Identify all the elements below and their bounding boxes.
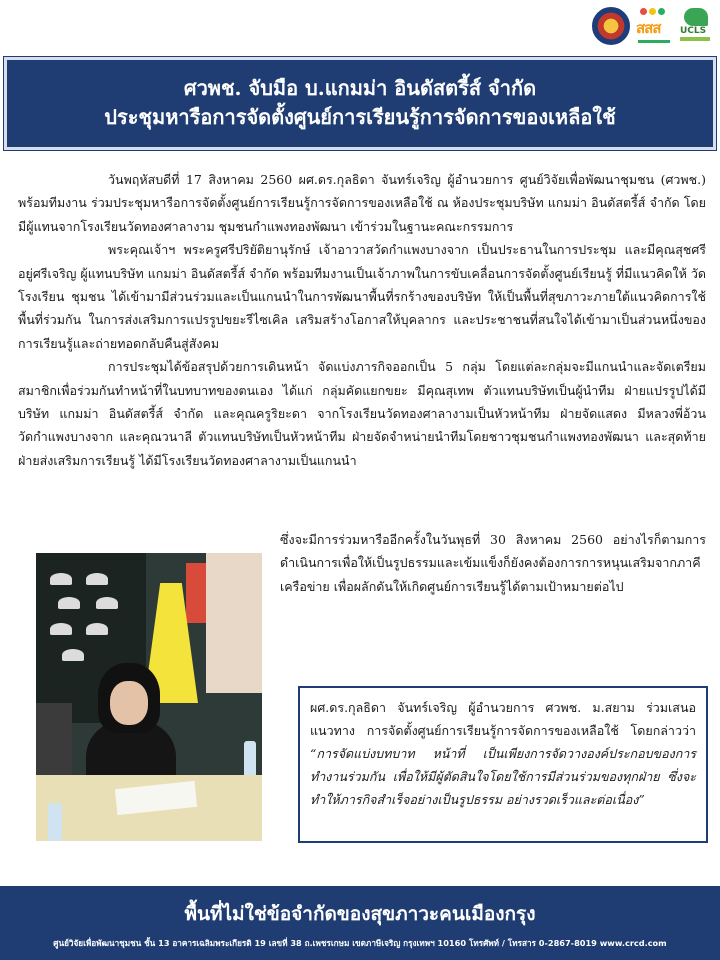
sss-logo <box>636 6 674 46</box>
leaf-icon <box>684 8 708 26</box>
quote-text: “การจัดแบ่งบทบาท หน้าที่ เป็นเพียงการจัดวางองค์ประกอบของการทำงานร่วมกัน เพื่อให้มีผู้ตัดสินใจโดยใช้การมีส่วนร่วมของทุกฝ่าย ซึ่งจะทำให้ภารกิจสำเร็จอย่างเป็นรูปธรรม อย่างรวดเร็วและต่อเนื่อง” <box>310 746 696 807</box>
paragraph-4: ซึ่งจะมีการร่วมหารืออีกครั้งในวันพุธที่ 30 สิงหาคม 2560 อย่างไรก็ตามการดำเนินการเพื่อให้เป็นรูปธรรมและเข้มแข็งก็ยังคงต้องการการหนุนเสริมจากภาคีเครือข่าย เพื่อผลักดันให้เกิดศูนย์การเรียนรู้ได้ตามเป้าหมายต่อไป <box>280 532 706 594</box>
paragraph-1: วันพฤหัสบดีที่ 17 สิงหาคม 2560 ผศ.ดร.กุลธิดา จันทร์เจริญ ผู้อำนวยการ ศูนย์วิจัยเพื่อพัฒนาชุมชน (ศวพช.) พร้อมทีมงาน ร่วมประชุมหารือการจัดตั้งศูนย์การเรียนรู้การจัดการของเหลือใช้ ณ ห้องประชุมบริษัท แกมม่า อินดัสตรี้ส์ จำกัด โดยมีผู้แทนจากโรงเรียนวัดทองศาลางาม ชุมชนกำแพงทองพัฒนา เข้าร่วมในฐานะคณะกรรมการ <box>18 172 706 234</box>
footer-address: ศูนย์วิจัยเพื่อพัฒนาชุมชน ชั้น 13 อาคารเฉลิมพระเกียรติ 19 เลขที่ 38 ถ.เพชรเกษม เขตภาษีเจริญ กรุงเทพฯ 10160 โทรศัพท์ / โทรสาร 0-2867-8019 www.crcd.com <box>53 938 667 948</box>
paragraph-2: พระคุณเจ้าฯ พระครูศรีปริยัติยานุรักษ์ เจ้าอาวาสวัดกำแพงบางจาก เป็นประธานในการประชุม และมีคุณสุชศรี อยู่ศรีเจริญ ผู้แทนบริษัท แกมม่า อินดัสตรี้ส์ จำกัด พร้อมทีมงานเป็นเจ้าภาพในการขับเคลื่อนการจัดตั้งศูนย์เรียนรู้ ที่มีแนวคิดให้ วัด โรงเรียน ชุมชน ได้เข้ามามีส่วนร่วมและเป็นแกนนำในการพัฒนาพื้นที่รกร้างของบริษัท ให้เป็นพื้นที่สุขภาวะภายใต้แนวคิดการใช้พื้นที่ร่วมกัน ในการส่งเสริมการแปรรูปขยะรีไซเคิล เสริมสร้างโอกาสให้บุคลากร และประชาชนที่สนใจได้เข้ามาเป็นส่วนหนึ่งของการเรียนรู้และถ่ายทอดกลับคืนสู่สังคม <box>18 242 706 351</box>
quote-box <box>298 686 708 843</box>
ucls-logo <box>680 6 712 46</box>
ucls-logo-text: UCLS <box>680 26 707 36</box>
headline-line-2: ประชุมหารือการจัดตั้งศูนย์การเรียนรู้การจัดการของเหลือใช้ <box>104 105 616 129</box>
sss-logo-dots <box>640 8 665 15</box>
meeting-photo <box>36 553 262 841</box>
paragraph-3: การประชุมได้ข้อสรุปด้วยการเดินหน้า จัดแบ่งภารกิจออกเป็น 5 กลุ่ม โดยแต่ละกลุ่มจะมีแกนนำและจัดเตรียมสมาชิกเพื่อร่วมกันทำหน้าที่ในบทบาทของตนเอง ได้แก่ กลุ่มคัดแยกขยะ มีคุณสุเทพ ตัวแทนบริษัทเป็นผู้นำทีม ฝ่ายแปรรูปได้มีบริษัท แกมม่า อินดัสตรี้ส์ จำกัด และคุณครูริยะดา จากโรงเรียนวัดทองศาลางามเป็นหัวหน้าทีม ฝ่ายจัดแสดง มีหลวงพี่อ้วน วัดกำแพงบางจาก และคุณวนาลี ตัวแทนบริษัทเป็นหัวหน้าทีม ฝ่ายจัดจำหน่ายนำทีมโดยชาวชุมชนกำแพงทองพัฒนา และสุดท้ายฝ่ายส่งเสริมการเรียนรู้ ได้มีโรงเรียนวัดทองศาลางามเป็นแกนนำ <box>18 359 706 468</box>
university-seal-logo <box>592 7 630 45</box>
article-body <box>18 168 706 472</box>
footer-slogan: พื้นที่ไม่ใช่ข้อจำกัดของสุขภาวะคนเมืองกรุง <box>184 903 536 925</box>
headline-line-1: ศวพช. จับมือ บ.แกมม่า อินดัสตรี้ส์ จำกัด <box>183 76 537 100</box>
quote-intro: ผศ.ดร.กุลธิดา จันทร์เจริญ ผู้อำนวยการ ศวพช. ม.สยาม ร่วมเสนอแนวทาง การจัดตั้งศูนย์การเรียนรู้การจัดการของเหลือใช้ โดยกล่าวว่า <box>310 700 696 738</box>
sss-logo-text: สสส <box>636 19 661 37</box>
footer-banner <box>0 886 720 960</box>
logo-bar <box>592 4 712 48</box>
headline-banner <box>4 57 716 150</box>
